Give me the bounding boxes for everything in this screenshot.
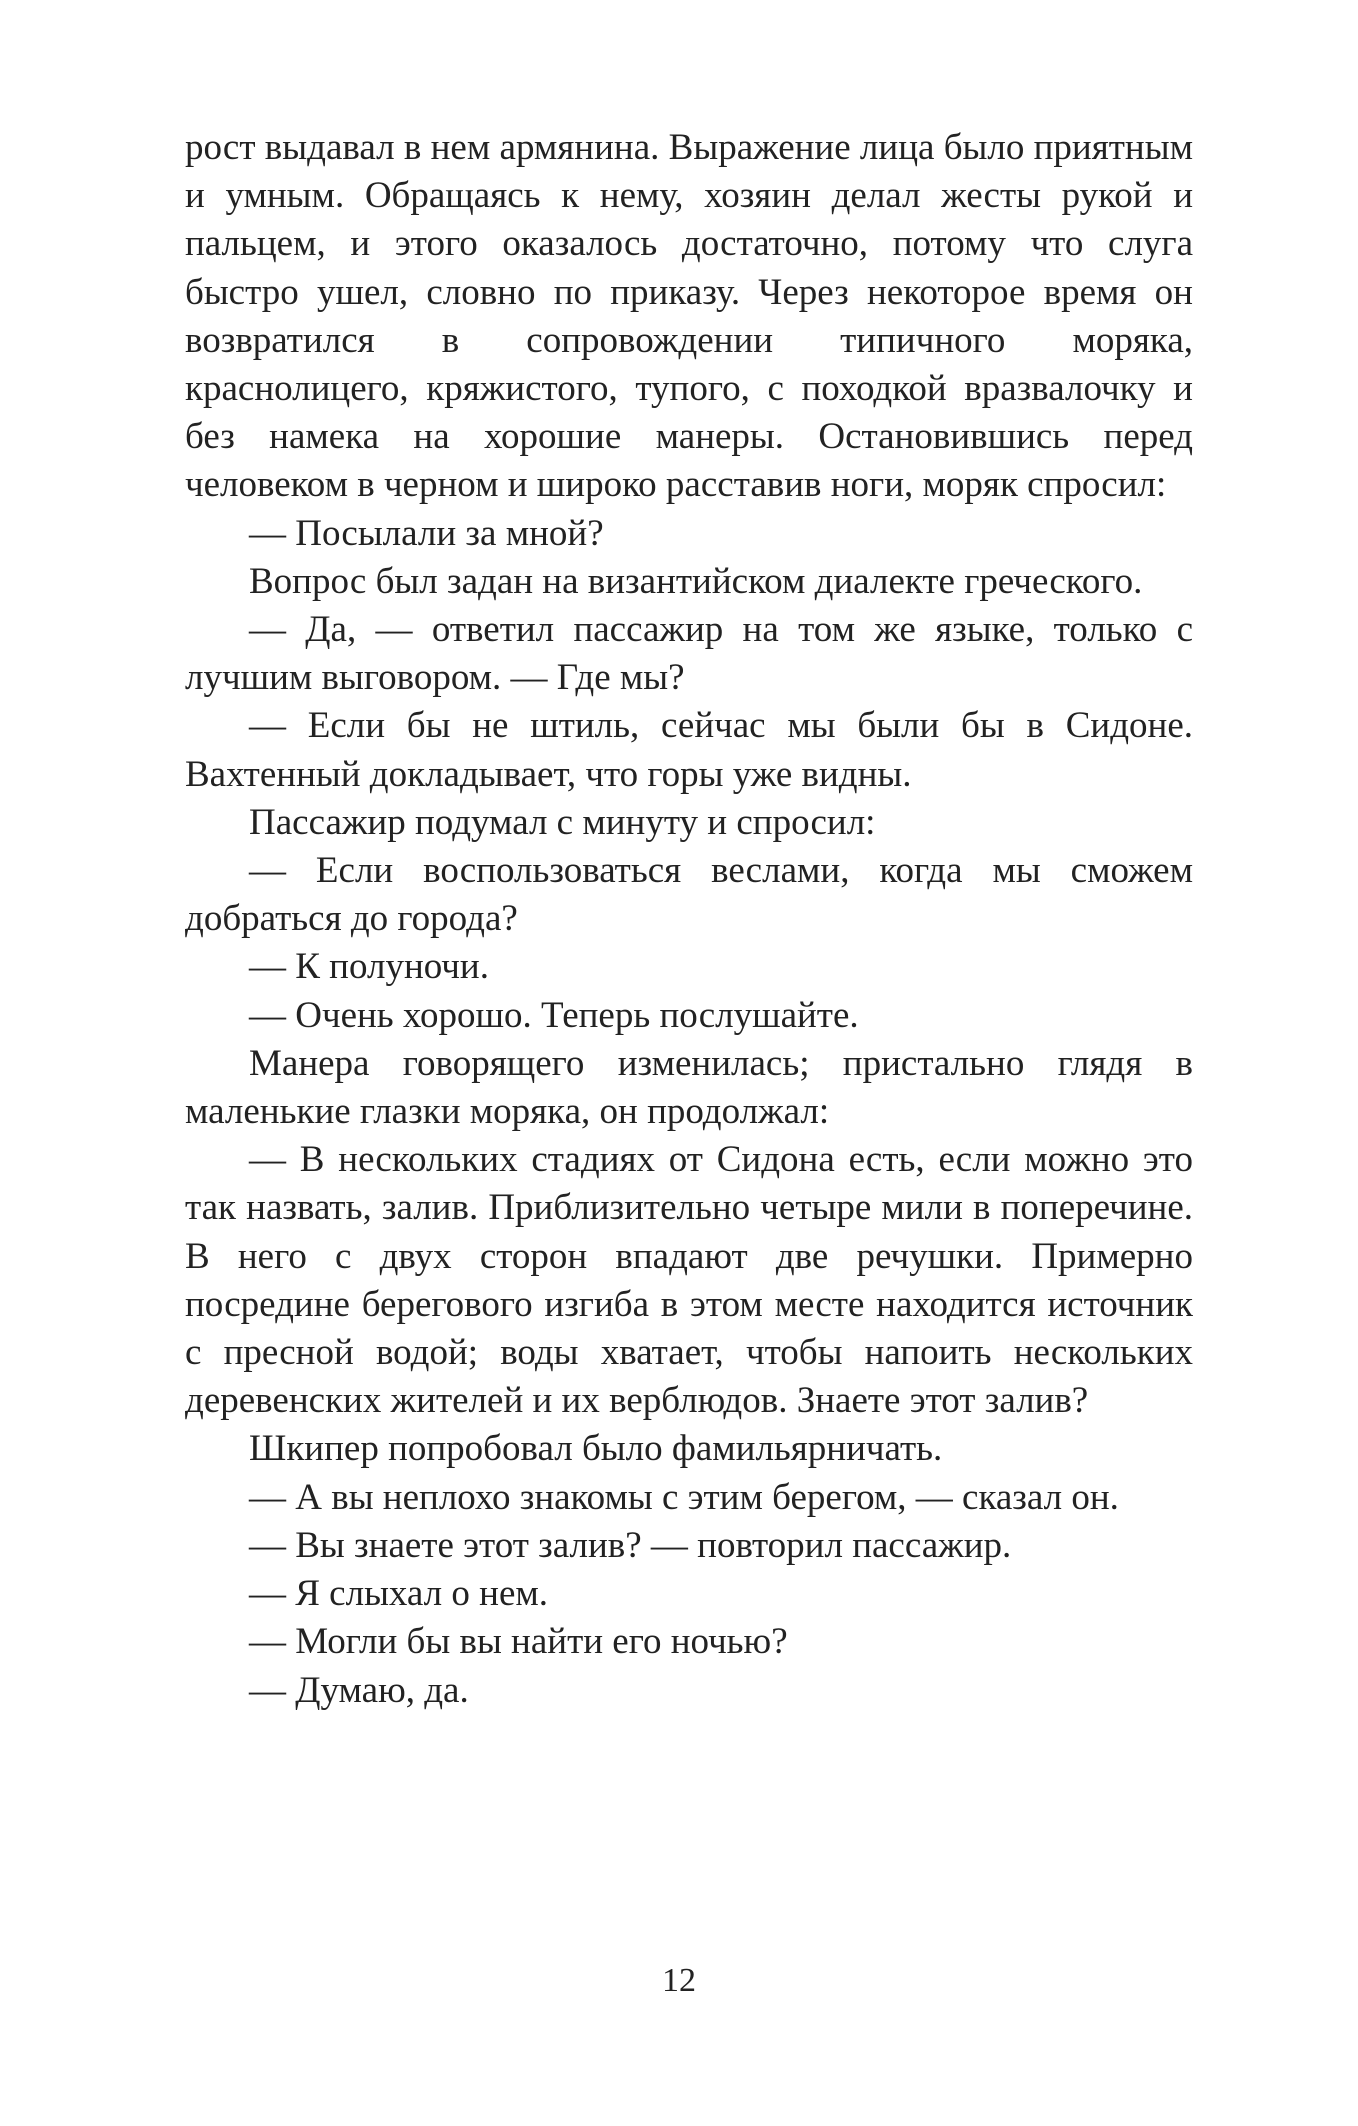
dialogue-line: — В нескольких стадиях от Сидона есть, если можно это так назвать, залив. Приблизительно четыре мили в поперечине. В него с двух сторон впадают две речушки. Примерно посредине берегового изгиба в этом месте находится источник с пресной водой; воды хватает, чтобы напоить нескольких деревенских жителей и их верблюдов. Знаете этот залив? bbox=[185, 1139, 1193, 1422]
dialogue-line: — К полуночи. bbox=[249, 946, 489, 988]
dialogue-line: — А вы неплохо знакомы с этим берегом, — сказал он. bbox=[249, 1476, 1119, 1518]
dialogue-line: — Посылали за мной? bbox=[249, 512, 604, 554]
dialogue-line: — Очень хорошо. Теперь послушайте. bbox=[249, 994, 859, 1036]
paragraph: рост выдавал в нем армянина. Выражение лица было приятным и умным. Обращаясь к нему, хозяин делал жесты рукой и пальцем, и этого оказалось достаточно, потому что слуга быстро ушел, словно по приказу. Через некоторое время он возвратился в сопровождении типичного моряка, краснолицего, кряжистого, тупого, с походкой вразвалочку и без намека на хорошие манеры. Остановившись перед человеком в черном и широко расставив ноги, моряк спросил: bbox=[185, 127, 1193, 506]
paragraph: Шкипер попробовал было фамильярничать. bbox=[249, 1428, 943, 1470]
dialogue-line: — Вы знаете этот залив? — повторил пассажир. bbox=[249, 1524, 1012, 1566]
dialogue-line: — Если воспользоваться веслами, когда мы сможем добраться до города? bbox=[185, 850, 1193, 940]
paragraph: Пассажир подумал с минуту и спросил: bbox=[249, 801, 876, 843]
dialogue-line: — Думаю, да. bbox=[249, 1669, 469, 1711]
dialogue-line: — Да, — ответил пассажир на том же языке, только с лучшим выговором. — Где мы? bbox=[185, 609, 1193, 699]
paragraph: Манера говорящего изменилась; пристально глядя в маленькие глазки моряка, он продолжал: bbox=[185, 1042, 1193, 1133]
paragraph: Вопрос был задан на византийском диалекте греческого. bbox=[249, 560, 1143, 602]
page-number: 12 bbox=[662, 1962, 696, 1999]
dialogue-line: — Если бы не штиль, сейчас мы были бы в Сидоне. Вахтенный докладывает, что горы уже видны. bbox=[185, 705, 1193, 795]
dialogue-line: — Могли бы вы найти его ночью? bbox=[249, 1621, 788, 1663]
body-text bbox=[185, 124, 1193, 1715]
dialogue-line: — Я слыхал о нем. bbox=[249, 1573, 549, 1615]
